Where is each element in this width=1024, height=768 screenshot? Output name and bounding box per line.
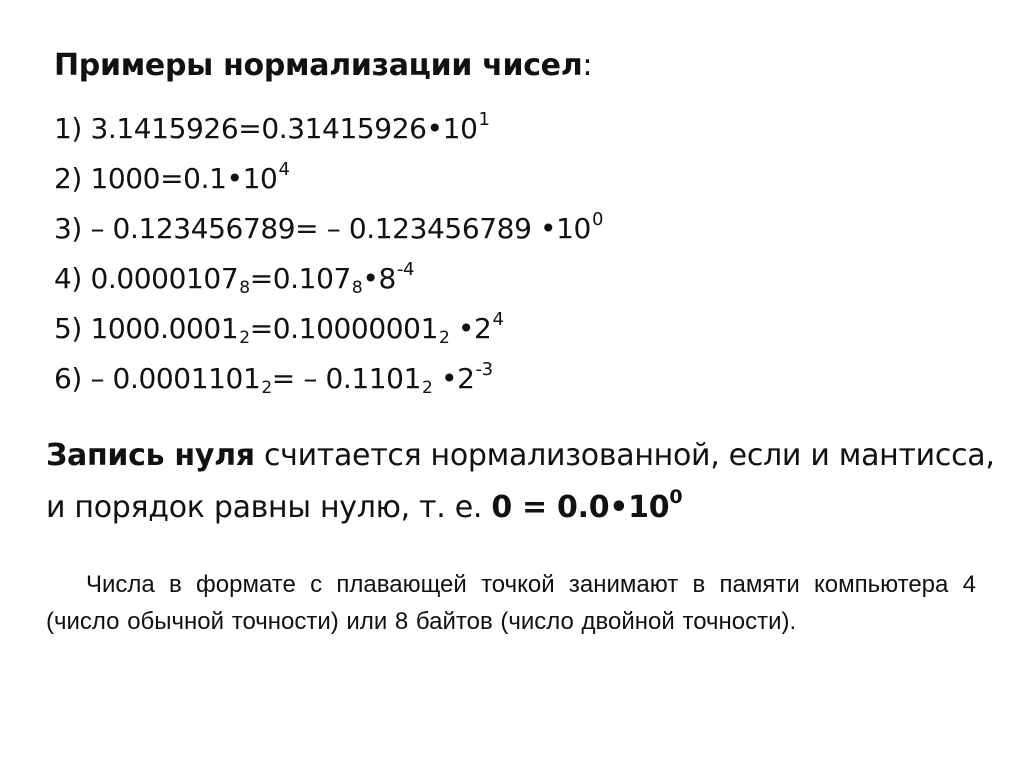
zero-formula: 0 = 0.0•10 [491,490,670,525]
memory-size-note [46,566,976,640]
example-5-multiplier: •2 [449,312,492,345]
example-1 [54,104,603,154]
example-3-exponent: 0 [591,209,603,230]
example-6-base: 2 [261,378,272,398]
example-5-number: 5) 1000.0001 [54,312,239,345]
example-4-mantissa-base: 8 [351,278,363,298]
example-6-mantissa-base: 2 [422,378,433,398]
example-5-exponent: 4 [492,309,504,330]
example-4-base: 8 [239,278,250,298]
example-5-mantissa: =0.10000001 [249,312,438,345]
example-6-mantissa: = – 0.1101 [271,362,422,395]
example-2 [54,154,603,204]
memory-note-text: Числа в формате с плавающей точкой занимают в памяти компьютера 4 (число обычной точности) или 8 байтов (число двойной точности). [46,571,976,635]
example-4 [54,254,603,304]
example-6-multiplier: •2 [432,362,475,395]
zero-note-text: считается нормализованной, если и мантисса, и порядок равны нулю, т. е. [46,438,995,525]
normalization-examples-list [54,104,603,404]
example-5 [54,304,603,354]
example-3-text: 3) – 0.123456789= – 0.123456789 •10 [54,212,591,245]
zero-formula-exponent: 0 [669,486,683,508]
example-4-exponent: -4 [396,259,415,280]
example-2-text: 2) 1000=0.1•10 [54,162,278,195]
slide-title [54,46,592,86]
slide-title-colon: : [582,48,593,83]
example-6-number: 6) – 0.0001101 [54,362,261,395]
example-4-multiplier: •8 [362,262,396,295]
example-5-base: 2 [239,328,250,348]
example-1-text: 1) 3.1415926=0.31415926•10 [54,112,478,145]
example-5-mantissa-base: 2 [438,328,450,348]
slide-title-text: Примеры нормализации чисел [54,48,583,83]
example-4-mantissa: =0.107 [249,262,351,295]
example-1-exponent: 1 [478,109,490,130]
zero-note-heading: Запись нуля [46,438,255,473]
example-6 [54,354,603,404]
zero-normalization-note [46,430,1006,537]
example-3 [54,204,603,254]
example-2-exponent: 4 [278,159,290,180]
example-6-exponent: -3 [475,359,493,380]
example-4-number: 4) 0.0000107 [54,262,239,295]
